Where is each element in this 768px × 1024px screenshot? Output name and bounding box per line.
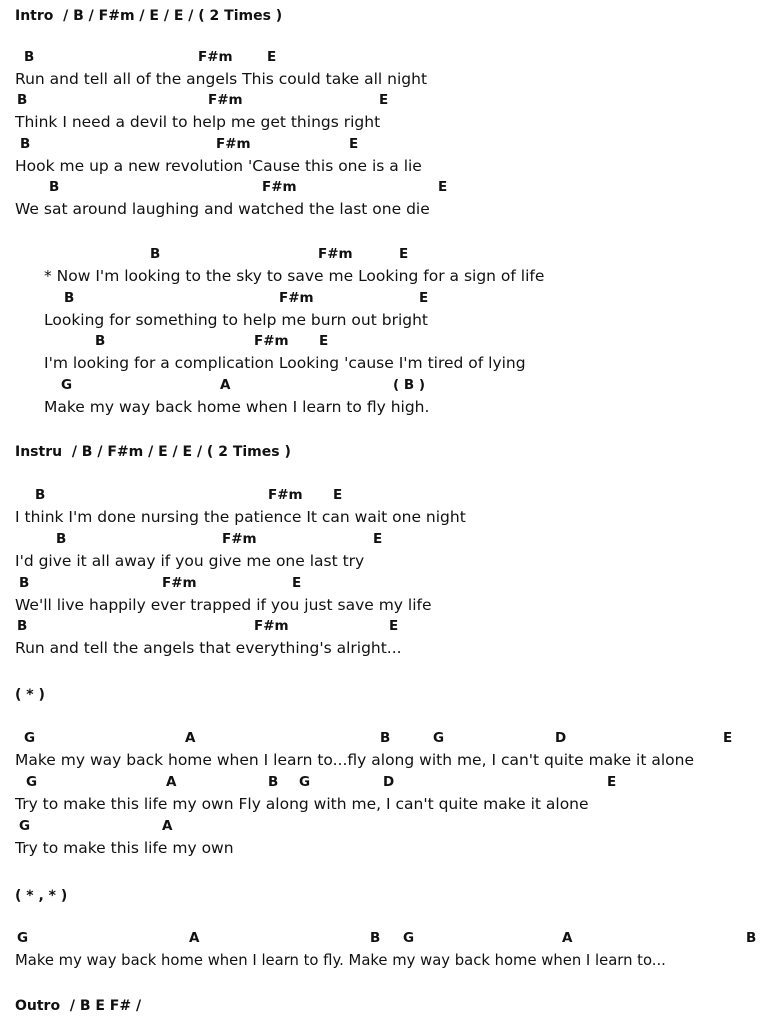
chord: E [292,575,302,591]
chord: E [267,49,277,65]
chord: G [61,377,73,393]
chord: ( B ) [393,377,426,393]
chord: E [389,618,399,634]
lyric-line: Hook me up a new revolution 'Cause this one is a lie [15,157,422,175]
chord: E [319,333,329,349]
chord: A [562,930,573,946]
chord: F#m [262,179,297,195]
chord: F#m [254,618,289,634]
lyric-line: * Now I'm looking to the sky to save me Looking for a sign of life [44,267,545,285]
chord: E [379,92,389,108]
lyric-line: Try to make this life my own Fly along with me, I can't quite make it alone [15,795,589,813]
chord: B [268,774,279,790]
lyric-line: Run and tell all of the angels This could take all night [15,70,428,88]
lyric-line: I'm looking for a complication Looking 'cause I'm tired of lying [44,354,526,372]
chord: B [64,290,75,306]
chord: E [333,487,343,503]
chord: G [19,818,31,834]
lyric-line: We'll live happily ever trapped if you just save my life [15,596,432,614]
lyric-line: Make my way back home when I learn to fly high. [44,398,430,416]
chord: G [403,930,415,946]
chord: B [17,92,28,108]
chord: A [189,930,200,946]
chord: G [299,774,311,790]
chord: B [95,333,106,349]
chord: B [56,531,67,547]
intro-line: Intro / B / F#m / E / E / ( 2 Times ) [15,8,283,24]
chord: F#m [162,575,197,591]
chord: B [49,179,60,195]
chord: A [166,774,177,790]
lyric-line: We sat around laughing and watched the last one die [15,200,430,218]
chord: E [399,246,409,262]
chord: B [150,246,161,262]
chord: D [383,774,395,790]
lyric-line: Make my way back home when I learn to...fly along with me, I can't quite make it alone [15,751,695,769]
chord: B [746,930,757,946]
lyric-line: Run and tell the angels that everything's alright... [15,639,402,657]
chord: B [19,575,30,591]
chord: F#m [222,531,257,547]
lyric-line: I think I'm done nursing the patience It can wait one night [15,508,466,526]
instru-line: Instru / B / F#m / E / E / ( 2 Times ) [15,444,291,460]
chord: A [185,730,196,746]
lyric-line: I'd give it all away if you give me one last try [15,552,365,570]
lyric-line: Think I need a devil to help me get things right [15,113,381,131]
chord: B [35,487,46,503]
chord: B [370,930,381,946]
chord: G [24,730,36,746]
chord: F#m [208,92,243,108]
lyric-line: Try to make this life my own [15,839,234,857]
chord: G [26,774,38,790]
chord: F#m [279,290,314,306]
lyric-line: Looking for something to help me burn out bright [44,311,428,329]
repeat-marker: ( * , * ) [15,888,68,904]
chord: A [220,377,231,393]
chord: E [419,290,429,306]
chord: B [20,136,31,152]
lyric-line: Make my way back home when I learn to fly. Make my way back home when I learn to... [15,952,666,969]
chord: F#m [254,333,289,349]
chord: A [162,818,173,834]
outro-line: Outro / B E F# / [15,998,142,1014]
chord: E [723,730,733,746]
chord: F#m [318,246,353,262]
chord: B [24,49,35,65]
chord: E [349,136,359,152]
chord: D [555,730,567,746]
chord: F#m [268,487,303,503]
chord: E [373,531,383,547]
repeat-marker: ( * ) [15,687,45,703]
chord: E [438,179,448,195]
chord: E [607,774,617,790]
chord: B [17,618,28,634]
chord: G [433,730,445,746]
chord: B [380,730,391,746]
chord: F#m [198,49,233,65]
chord: F#m [216,136,251,152]
chord: G [17,930,29,946]
